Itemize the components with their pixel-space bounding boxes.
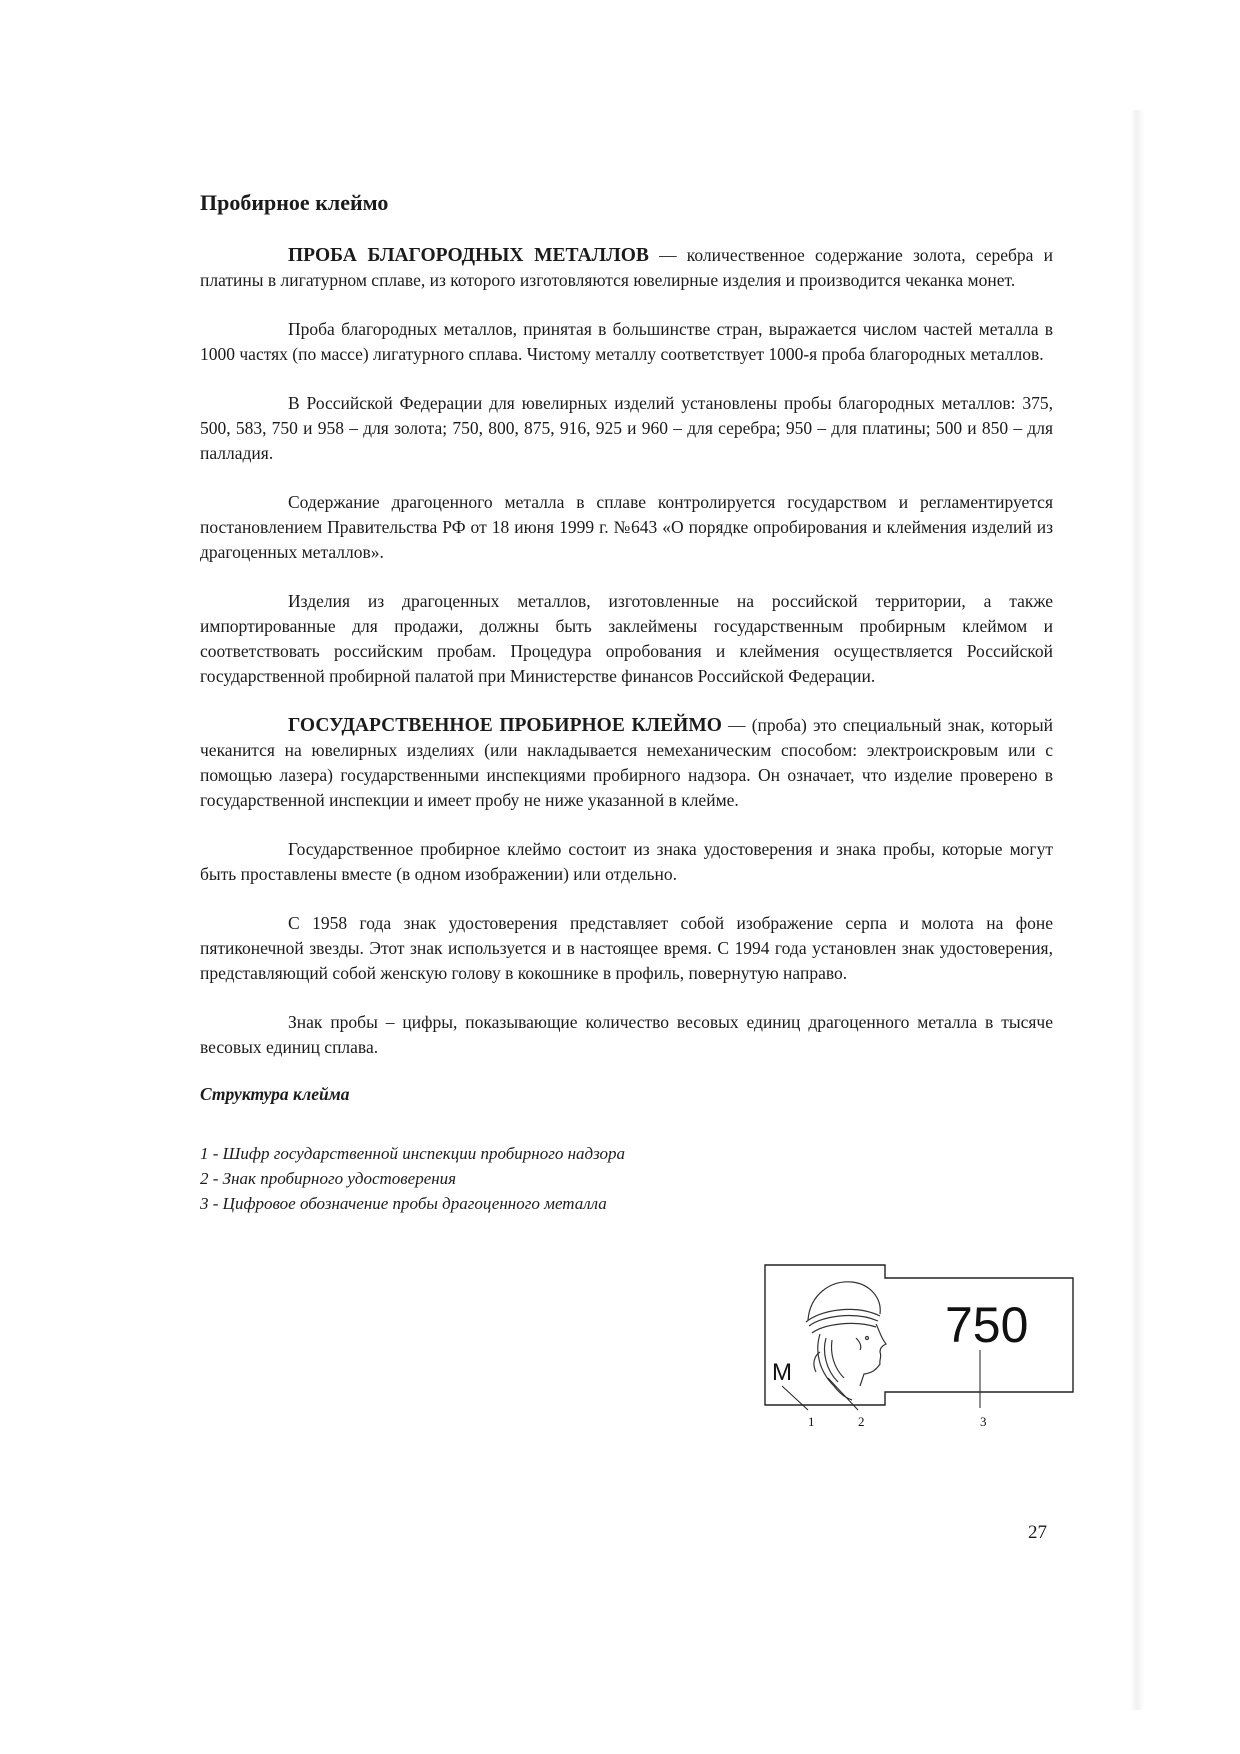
inspection-code: М — [772, 1359, 792, 1386]
paragraph: Государственное пробирное клеймо состоит из знака удостоверения и знака пробы, которые могут быть проставлены вместе (в одном изображении) или отдельно. — [200, 839, 1053, 884]
paragraph: Проба благородных металлов, принятая в большинстве стран, выражается числом частей металла в 1000 частях (по массе) лигатурного сплава. Чистому металлу соответствует 1000-я проба благородных металлов. — [200, 319, 1053, 364]
paragraph — [200, 713, 1053, 813]
kokoshnik-head-icon — [806, 1282, 886, 1400]
scan-edge-shadow — [1130, 110, 1144, 1710]
callout-label-3: 3 — [980, 1414, 987, 1429]
legend-item: 3 - Цифровое обозначение пробы драгоценного металла — [200, 1194, 607, 1213]
page-title: Пробирное клеймо — [200, 190, 389, 215]
callout-line-1 — [782, 1386, 808, 1410]
paragraph: С 1958 года знак удостоверения представляет собой изображение серпа и молота на фоне пятиконечной звезды. Этот знак используется и в настоящее время. С 1994 года установлен знак удостоверения, представляющий собой женскую голову в кокошнике в профиль, повернутую направо. — [200, 913, 1053, 983]
paragraph: Знак пробы – цифры, показывающие количество весовых единиц драгоценного металла в тысяче весовых единиц сплава. — [200, 1012, 1053, 1057]
paragraph: В Российской Федерации для ювелирных изделий установлены пробы благородных металлов: 375, 500, 583, 750 и 958 – для золота; 750, 800, 875, 916, 925 и 960 – для серебра; 950 – для платины; 500 и 850 – для палладия. — [200, 393, 1053, 463]
document-body — [200, 243, 1053, 1216]
paragraph: Содержание драгоценного металла в сплаве контролируется государством и регламентируется постановлением Правительства РФ от 18 июня 1999 г. №643 «О порядке опробирования и клеймения изделий из драгоценных металлов». — [200, 492, 1053, 562]
hallmark-legend — [200, 1141, 1053, 1216]
legend-item: 1 - Шифр государственной инспекции пробирного надзора — [200, 1144, 626, 1163]
paragraph: Изделия из драгоценных металлов, изготовленные на российской территории, а также импортированные для продажи, должны быть заклеймены государственным пробирным клеймом и соответствовать российским пробам. Процедура опробования и клеймения осуществляется Российской государственной пробирной палатой при Министерстве финансов Российской Федерации. — [200, 591, 1053, 686]
assay-number: 750 — [945, 1297, 1029, 1353]
paragraph-text: — (проба) это специальный знак, который чеканится на ювелирных изделиях (или накладывается немеханическим способом: электроискровым или с помощью лазера) государственными инспекциями пробирного надзора. Он означает, что изделие проверено в государственной инспекции и имеет пробу не ниже указанной в клейме. — [200, 715, 1053, 810]
paragraph-text: — количественное содержание золота, серебра и платины в лигатурном сплаве, из которого изготовляются ювелирные изделия и производится чеканка монет. — [200, 245, 1053, 290]
page-number: 27 — [1028, 1522, 1047, 1543]
paragraph — [200, 243, 1053, 293]
term: ПРОБА БЛАГОРОДНЫХ МЕТАЛЛОВ — [288, 245, 649, 266]
callout-label-1: 1 — [808, 1414, 815, 1429]
callout-label-2: 2 — [858, 1414, 865, 1429]
hallmark-diagram — [760, 1260, 1080, 1440]
structure-heading: Структура клейма — [200, 1084, 350, 1104]
term: ГОСУДАРСТВЕННОЕ ПРОБИРНОЕ КЛЕЙМО — [288, 715, 722, 736]
hallmark-svg — [760, 1260, 1080, 1440]
legend-item: 2 - Знак пробирного удостоверения — [200, 1169, 457, 1188]
